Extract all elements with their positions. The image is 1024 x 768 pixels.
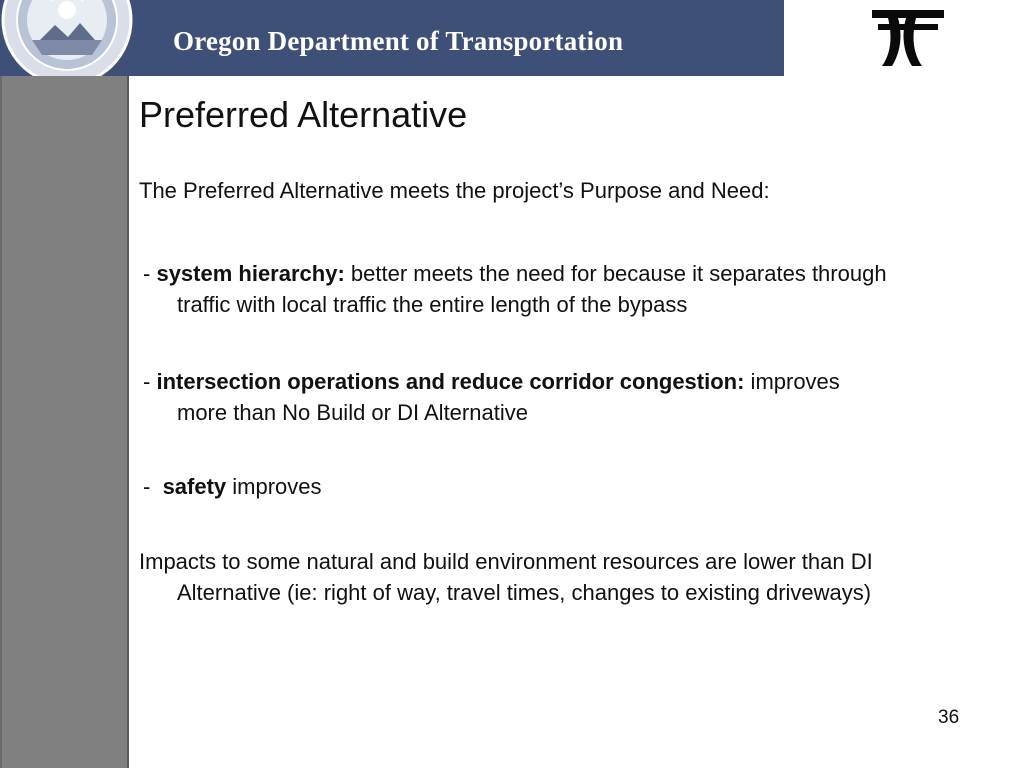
bullet-system-hierarchy <box>143 258 1018 320</box>
sidebar-panel <box>0 76 129 768</box>
bullet-dash: - <box>143 369 157 394</box>
odot-logo-icon <box>868 4 948 72</box>
page-number: 36 <box>938 707 960 728</box>
bullet-term: system hierarchy: <box>156 261 345 286</box>
impacts-line-1: Impacts to some natural and build environment resources are lower than DI <box>139 549 873 574</box>
agency-name: Oregon Department of Transportation <box>173 26 624 56</box>
bullet-text: better meets the need for because it separates through <box>344 261 887 286</box>
impacts-text <box>139 546 1019 608</box>
intro-text: The Preferred Alternative meets the project’s Purpose and Need: <box>139 178 770 203</box>
bullet-term: safety <box>162 474 227 499</box>
bullet-dash: - <box>143 261 157 286</box>
bullet-intersection-operations <box>143 366 1018 428</box>
bullet-term: intersection operations and reduce corridor congestion: <box>156 369 745 394</box>
slide-title: Preferred Alternative <box>139 94 468 135</box>
bullet-dash: - <box>143 474 163 499</box>
bullet-safety <box>143 471 1018 502</box>
header-banner <box>0 0 784 76</box>
oregon-seal-icon <box>0 0 155 76</box>
impacts-line-2: Alternative (ie: right of way, travel times, changes to existing driveways) <box>177 580 872 605</box>
bullet-text-continued: more than No Build or DI Alternative <box>177 400 528 425</box>
bullet-text-continued: traffic with local traffic the entire length of the bypass <box>177 292 688 317</box>
sidebar-edge <box>0 76 2 768</box>
bullet-text: improves <box>744 369 840 394</box>
bullet-text: improves <box>226 474 322 499</box>
